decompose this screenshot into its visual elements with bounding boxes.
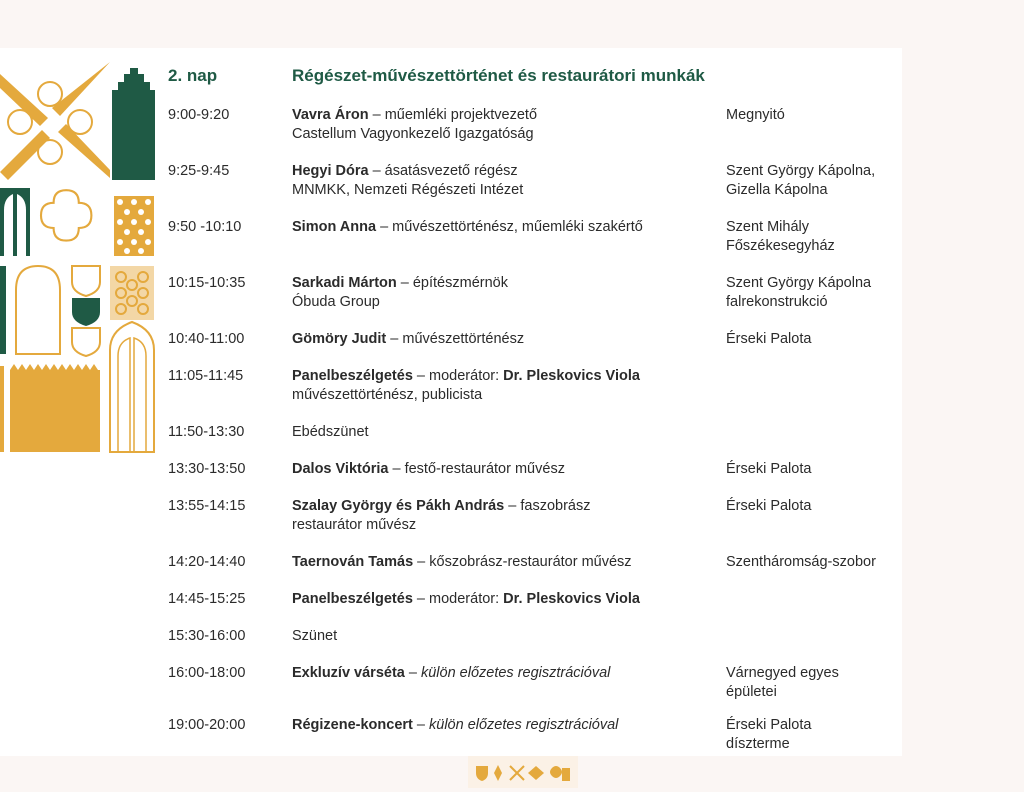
time-slot: 11:50-13:30 (168, 424, 245, 440)
session-description (292, 497, 712, 535)
session-description (292, 218, 712, 237)
session-description (292, 274, 712, 312)
speaker-role: – építészmérnök (396, 275, 508, 291)
registration-note: külön előzetes regisztrációval (420, 665, 611, 681)
speaker-name: Sarkadi Márton (292, 275, 397, 291)
time-slot: 11:05-11:45 (168, 368, 244, 384)
speaker-name: Vavra Áron (292, 107, 369, 123)
speaker-role: – (404, 665, 421, 681)
session-location (726, 553, 916, 572)
speaker-role: – művészettörténész, műemléki szakértő (376, 219, 643, 235)
speaker-role: – kőszobrász-restaurátor művész (413, 554, 632, 570)
session-description (292, 162, 712, 200)
session-location (726, 460, 916, 479)
session-location (726, 716, 916, 754)
affiliation: Castellum Vagyonkezelő Igazgatóság (292, 126, 534, 142)
affiliation: Óbuda Group (292, 294, 380, 310)
session-description (292, 664, 712, 683)
speaker-role: – műemléki projektvezető (368, 107, 538, 123)
session-description (292, 106, 712, 144)
speaker-role: – ásatásvezető régész (368, 163, 518, 179)
session-location (726, 274, 916, 312)
time-slot: 9:25-9:45 (168, 163, 230, 179)
speaker-name: Exkluzív várséta (292, 665, 405, 681)
location-line: Érseki Palota (726, 717, 812, 733)
affiliation: MNMKK, Nemzeti Régészeti Intézet (292, 182, 524, 198)
speaker-name: Hegyi Dóra (292, 163, 369, 179)
speaker-role: – moderátor: (412, 591, 504, 607)
session-description (292, 460, 712, 479)
location-line: Szent Mihály (726, 219, 810, 235)
session-title: Szünet (292, 628, 338, 644)
location-line: falrekonstrukció (726, 294, 828, 310)
speaker-role: – (412, 717, 429, 733)
session-location (726, 106, 916, 125)
location-line: Érseki Palota (726, 498, 812, 514)
time-slot: 15:30-16:00 (168, 628, 246, 644)
session-location (726, 218, 916, 256)
location-line: Szent György Kápolna, (726, 163, 876, 179)
time-slot: 9:00-9:20 (168, 107, 230, 123)
time-slot: 10:15-10:35 (168, 275, 246, 291)
speaker-name: Szalay György és Pákh András (292, 498, 505, 514)
speaker-name: Panelbeszélgetés (292, 368, 413, 384)
session-description (292, 330, 712, 349)
time-slot: 16:00-18:00 (168, 665, 246, 681)
moderator-name: Dr. Pleskovics Viola (503, 591, 640, 607)
speaker-role: – festő-restaurátor művész (388, 461, 565, 477)
speaker-name: Gömöry Judit (292, 331, 387, 347)
schedule-header (168, 66, 1024, 90)
speaker-role: – moderátor: (412, 368, 504, 384)
decorative-pattern-icon (0, 60, 158, 456)
session-location (726, 664, 916, 702)
time-slot: 14:20-14:40 (168, 554, 246, 570)
location-line: Főszékesegyház (726, 238, 835, 254)
day-label: 2. nap (168, 66, 218, 85)
location-line: Gizella Kápolna (726, 182, 828, 198)
footer-logo (468, 756, 578, 788)
speaker-name: Taernován Tamás (292, 554, 414, 570)
speaker-name: Panelbeszélgetés (292, 591, 413, 607)
time-slot: 10:40-11:00 (168, 331, 245, 347)
session-description (292, 590, 712, 609)
session-location (726, 497, 916, 516)
session-description (292, 716, 712, 735)
affiliation: művészettörténész, publicista (292, 387, 483, 403)
time-slot: 19:00-20:00 (168, 717, 246, 733)
registration-note: külön előzetes regisztrációval (429, 717, 619, 733)
time-slot: 13:55-14:15 (168, 498, 246, 514)
session-description (292, 553, 712, 572)
moderator-name: Dr. Pleskovics Viola (503, 368, 640, 384)
session-title: Ebédszünet (292, 424, 369, 440)
speaker-role: – művészettörténész (386, 331, 525, 347)
session-location (726, 330, 916, 349)
speaker-name: Dalos Viktória (292, 461, 389, 477)
time-slot: 9:50 -10:10 (168, 219, 242, 235)
location-line: Várnegyed egyes (726, 665, 839, 681)
speaker-role: – faszobrász (504, 498, 591, 514)
location-line: Szentháromság-szobor (726, 554, 876, 570)
affiliation: restaurátor művész (292, 517, 417, 533)
location-line: díszterme (726, 736, 790, 752)
session-description (292, 367, 712, 405)
footer-emblem-icon (474, 764, 572, 782)
time-slot: 13:30-13:50 (168, 461, 246, 477)
session-description (292, 423, 712, 442)
location-line: épületei (726, 684, 777, 700)
day-title: Régészet-művészettörténet és restaurátori munkák (292, 66, 705, 85)
speaker-name: Régizene-koncert (292, 717, 413, 733)
location-line: Szent György Kápolna (726, 275, 872, 291)
location-line: Érseki Palota (726, 461, 812, 477)
time-slot: 14:45-15:25 (168, 591, 246, 607)
location-line: Megnyitó (726, 107, 785, 123)
speaker-name: Simon Anna (292, 219, 377, 235)
session-description (292, 627, 712, 646)
location-line: Érseki Palota (726, 331, 812, 347)
session-location (726, 162, 916, 200)
